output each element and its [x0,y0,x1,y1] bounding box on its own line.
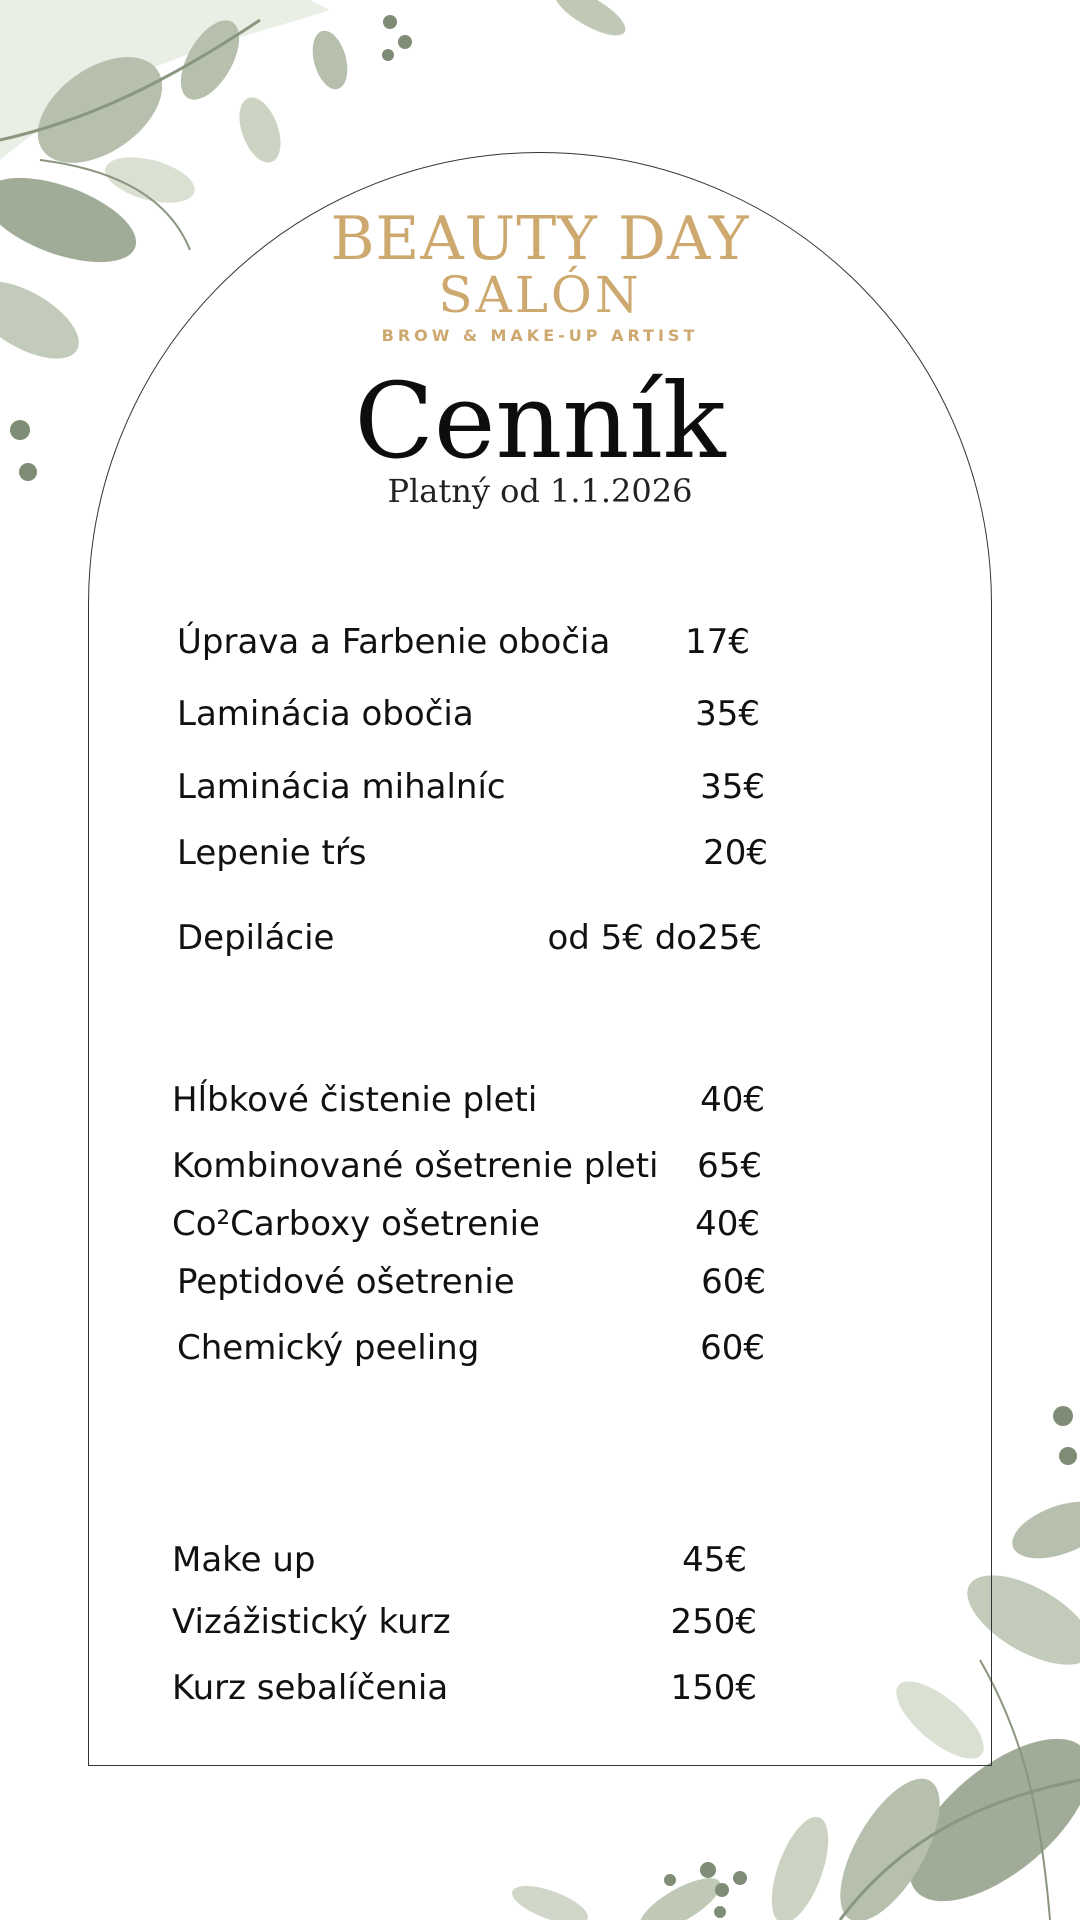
service-price: 17€ [685,622,750,662]
service-price: 60€ [700,1328,765,1368]
service-price: 65€ [697,1146,762,1186]
service-name: Chemický peeling [177,1328,480,1368]
service-name: Co²Carboxy ošetrenie [172,1204,540,1244]
brand-tagline: BROW & MAKE-UP ARTIST [381,326,699,345]
service-name: Peptidové ošetrenie [177,1262,515,1302]
service-name: Laminácia mihalníc [177,767,506,807]
service-name: Úprava a Farbenie obočia [177,622,611,662]
service-name: Vizážistický kurz [172,1602,451,1642]
service-price: od 5€ do25€ [547,918,762,958]
brand-logo-line1: BEAUTY DAY [330,204,750,274]
service-name: Kombinované ošetrenie pleti [172,1146,659,1186]
service-name: Hĺbkové čistenie pleti [172,1080,538,1120]
service-price: 45€ [682,1540,747,1580]
service-price: 250€ [670,1602,757,1642]
service-price: 60€ [701,1262,766,1302]
service-price: 35€ [700,767,765,807]
service-price: 35€ [695,694,760,734]
page-title: Cenník [354,360,726,482]
validity-date: Platný od 1.1.2026 [387,472,693,510]
service-price: 150€ [670,1668,757,1708]
service-name: Depilácie [177,918,335,958]
service-name: Make up [172,1540,316,1580]
service-price: 40€ [695,1204,760,1244]
brand-logo-line2: SALÓN [438,266,642,324]
service-price: 40€ [700,1080,765,1120]
service-price: 20€ [703,833,768,873]
service-name: Laminácia obočia [177,694,474,734]
service-name: Kurz sebalíčenia [172,1668,449,1708]
service-name: Lepenie tŕs [177,833,367,873]
